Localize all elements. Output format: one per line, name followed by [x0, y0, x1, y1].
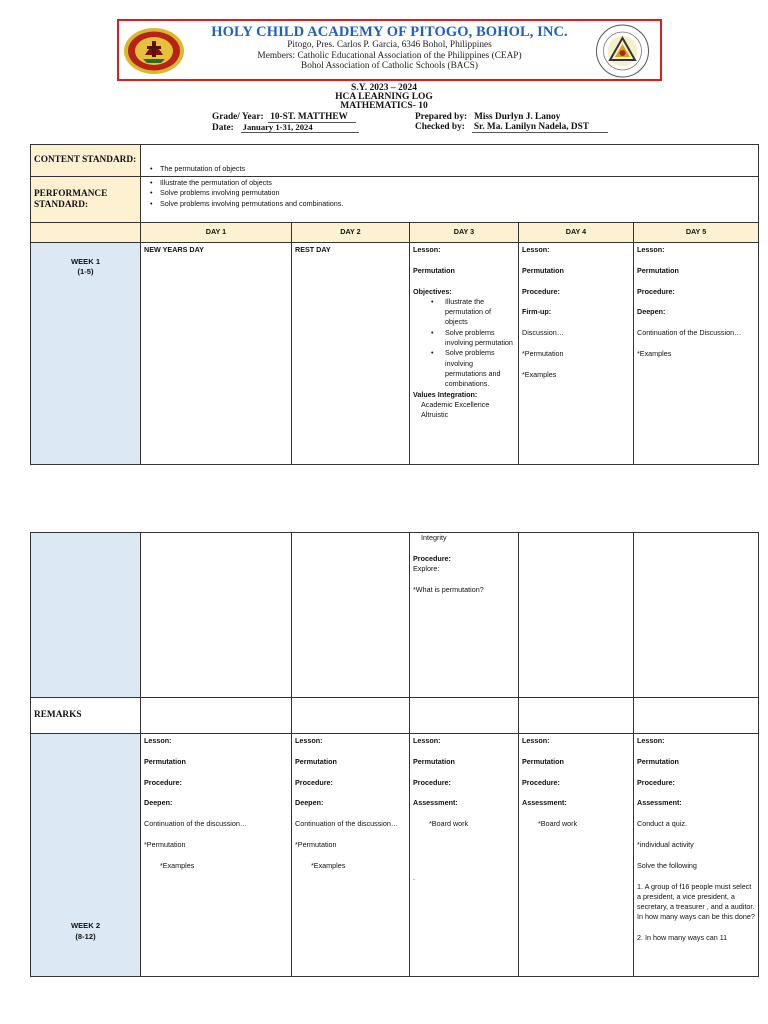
performance-standard-item: • Solve problems involving permutation	[160, 188, 755, 198]
lesson-label: Lesson:	[144, 736, 172, 745]
checked-value: Sr. Ma. Lanilyn Nadela, DST	[472, 122, 608, 133]
deepen-label: Deepen:	[637, 307, 666, 317]
week1-label-cell	[31, 243, 141, 465]
week2-day5-cell	[634, 734, 759, 977]
procedure-label: Procedure:	[413, 777, 451, 787]
activity-item: *Examples	[637, 348, 672, 358]
header-day-2: DAY 2	[292, 223, 410, 243]
continued-day3-cell	[410, 533, 519, 698]
quiz-instruction: Conduct a quiz.	[637, 819, 687, 829]
continued-day2-cell	[292, 533, 410, 698]
procedure-label: Procedure:	[637, 777, 675, 787]
week2-label-cell	[31, 734, 141, 977]
activity-item: *Examples	[522, 369, 557, 379]
letterhead	[117, 19, 662, 81]
performance-standard-cell	[141, 177, 759, 223]
week2-day3-cell	[410, 734, 519, 977]
week1-range: (1-5)	[77, 267, 94, 277]
lesson-topic: Permutation	[295, 756, 337, 766]
objective-item: • Solve problems involving permutation	[445, 328, 515, 349]
week1-day3-cell	[410, 243, 519, 465]
log-subject: MATHEMATICS- 10	[340, 101, 428, 111]
performance-standard-item: • Solve problems involving permutations and combinations.	[160, 199, 755, 209]
week1-day1-cell: NEW YEARS DAY	[141, 243, 292, 465]
remarks-day2	[292, 698, 410, 734]
remarks-day1	[141, 698, 292, 734]
lesson-topic: Permutation	[522, 756, 564, 766]
firmup-label: Firm-up:	[522, 307, 552, 317]
activity-item: *Permutation	[295, 839, 337, 849]
grade-label: Grade/ Year:	[212, 112, 264, 122]
log-title: HCA LEARNING LOG	[335, 92, 433, 102]
remarks-label: REMARKS	[31, 698, 141, 734]
lesson-topic: Permutation	[637, 756, 679, 766]
lesson-label: Lesson:	[413, 736, 441, 745]
school-year: S.Y. 2023 – 2024	[351, 83, 417, 93]
lesson-label: Lesson:	[522, 245, 550, 254]
activity-item: *Board work	[538, 819, 578, 829]
objective-item: • Solve problems involving permutations and combinations.	[445, 348, 515, 389]
value-item: Altruistic	[421, 410, 449, 420]
assessment-label: Assessment:	[637, 798, 682, 808]
performance-standard-label: PERFORMANCE STANDARD:	[31, 177, 141, 223]
procedure-label: Procedure:	[144, 777, 182, 787]
continuation-text: Continuation of the discussion…	[295, 819, 399, 829]
week2-row	[31, 734, 759, 977]
week1-day5-cell	[634, 243, 759, 465]
content-standard-label: CONTENT STANDARD:	[31, 145, 141, 177]
procedure-label: Procedure:	[413, 553, 451, 563]
lesson-label: Lesson:	[637, 245, 665, 254]
header-day-3: DAY 3	[410, 223, 519, 243]
assessment-label: Assessment:	[522, 798, 567, 808]
lesson-topic: Permutation	[413, 756, 455, 766]
week1-row	[31, 243, 759, 465]
procedure-label: Procedure:	[295, 777, 333, 787]
remarks-day5	[634, 698, 759, 734]
lesson-label: Lesson:	[522, 736, 550, 745]
procedure-label: Procedure:	[522, 777, 560, 787]
procedure-label: Procedure:	[522, 286, 560, 296]
lesson-label: Lesson:	[295, 736, 323, 745]
explore-label: Explore:	[413, 564, 440, 574]
learning-log-table-continued	[30, 532, 759, 977]
grade-value: 10-ST. MATTHEW	[268, 112, 356, 123]
performance-standard-row	[31, 177, 759, 223]
day-header-row	[31, 223, 759, 243]
date-value: January 1-31, 2024	[241, 122, 359, 133]
activity-item: *Board work	[429, 819, 469, 829]
week2-day1-cell	[141, 734, 292, 977]
explore-question: *What is permutation?	[413, 584, 484, 594]
week1-continued-label-cell	[31, 533, 141, 698]
activity-item: *Examples	[311, 860, 346, 870]
school-association: Bohol Association of Catholic Schools (BACS)	[301, 61, 478, 72]
lesson-label: Lesson:	[637, 736, 665, 745]
prepared-field	[415, 112, 560, 122]
remarks-day3	[410, 698, 519, 734]
value-item: Integrity	[421, 533, 447, 542]
stray-mark: .	[413, 873, 415, 883]
continued-day4-cell	[519, 533, 634, 698]
activity-item: *Permutation	[144, 839, 186, 849]
quiz-question: 1. A group of f16 people must select a president, a vice president, a secretary, a treasurer , and a auditor. In how many ways can be this done?	[637, 881, 755, 922]
quiz-question: 2. In how many ways can 11	[637, 933, 728, 943]
prepared-value: Miss Durlyn J. Lanoy	[474, 112, 561, 122]
week1-label: WEEK 1	[70, 257, 101, 266]
lesson-topic: Permutation	[522, 265, 564, 275]
assessment-label: Assessment:	[413, 798, 458, 808]
deepen-label: Deepen:	[144, 798, 173, 808]
header-day-1: DAY 1	[141, 223, 292, 243]
remarks-day4	[519, 698, 634, 734]
lesson-label: Lesson:	[413, 245, 441, 254]
school-membership: Members: Catholic Educational Association of the Philippines (CEAP)	[257, 50, 522, 61]
continuation-text: Continuation of the Discussion…	[637, 328, 742, 338]
school-address: Pitogo, Pres. Carlos P. Garcia, 6346 Bohol, Philippines	[287, 40, 492, 50]
continued-day5-cell	[634, 533, 759, 698]
letterhead-text	[119, 24, 660, 72]
lesson-topic: Permutation	[637, 265, 679, 275]
week2-day2-cell	[292, 734, 410, 977]
performance-standard-item: • Illustrate the permutation of objects	[160, 178, 755, 188]
remarks-row	[31, 698, 759, 734]
continuation-text: Continuation of the discussion…	[144, 819, 248, 829]
week1-day4-cell	[519, 243, 634, 465]
date-field	[212, 122, 359, 133]
content-standard-row	[31, 145, 759, 177]
solve-instruction: Solve the following	[637, 860, 697, 870]
activity-item: *individual activity	[637, 839, 694, 849]
prepared-label: Prepared by:	[415, 112, 468, 122]
content-standard-item: • The permutation of objects	[160, 164, 755, 174]
values-integration-label: Values Integration:	[413, 389, 478, 399]
week1-day2-cell: REST DAY	[292, 243, 410, 465]
school-name: HOLY CHILD ACADEMY OF PITOGO, BOHOL, INC.	[211, 24, 568, 40]
activity-item: *Permutation	[522, 348, 564, 358]
lesson-topic: Permutation	[413, 265, 455, 275]
week1-continued-row	[31, 533, 759, 698]
objectives-label: Objectives:	[413, 286, 452, 296]
discussion-text: Discussion…	[522, 328, 564, 338]
lesson-topic: Permutation	[144, 756, 186, 766]
procedure-label: Procedure:	[637, 286, 675, 296]
header-blank	[31, 223, 141, 243]
value-item: Academic Excellence	[421, 399, 490, 409]
date-label: Date:	[212, 123, 234, 133]
activity-item: *Examples	[160, 860, 195, 870]
learning-log-table	[30, 144, 759, 465]
association-seal-logo	[595, 24, 650, 78]
continued-day1-cell	[141, 533, 292, 698]
checked-field	[415, 122, 608, 133]
header-day-5: DAY 5	[634, 223, 759, 243]
week2-day4-cell	[519, 734, 634, 977]
deepen-label: Deepen:	[295, 798, 324, 808]
checked-label: Checked by:	[415, 122, 465, 132]
week2-label: WEEK 2	[70, 921, 101, 931]
content-standard-cell	[141, 145, 759, 177]
week2-range: (8-12)	[75, 931, 96, 941]
objective-item: • Illustrate the permutation of objects	[445, 297, 515, 328]
header-day-4: DAY 4	[519, 223, 634, 243]
